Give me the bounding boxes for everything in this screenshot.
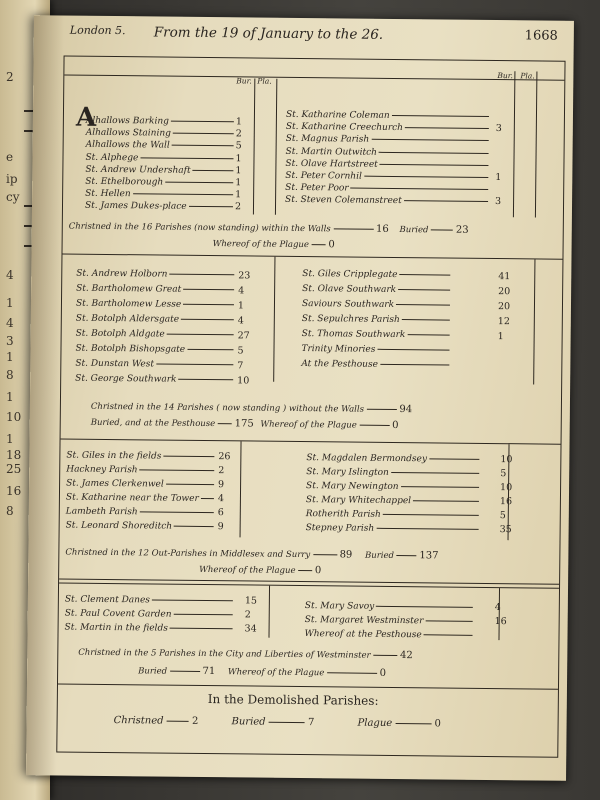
burial-count: 5 [235,140,242,152]
christned-count: 94 [399,404,413,416]
parish-name: St. Ethelborough [85,176,164,188]
parish-name: St. Peter Cornhil [285,170,362,182]
summary-text: Whereof of the Plague [227,667,325,679]
burial-count: 35 [499,524,512,536]
leader-rule [181,319,234,321]
burial-count: 1 [495,171,502,184]
leader-rule [169,274,234,276]
parish-name: St. Magdalen Bermondsey [306,453,428,465]
section3-right-column [305,451,513,537]
leader-rule [380,364,449,366]
parish-name: St. Peter Poor [285,182,349,194]
parish-name: Whereof at the Pesthouse [304,629,422,641]
burial-count: 34 [244,623,257,635]
leader-rule [178,379,233,381]
parish-name: Alhallows Barking [85,115,170,127]
col-head-bur: Bur. [236,76,252,86]
parish-row [75,342,244,359]
parish-row [304,627,473,643]
section1-plague [213,238,335,250]
parish-name: Rotherith Parish [305,509,381,520]
parish-name: St. Bartholomew Lesse [75,298,182,310]
bill-of-mortality-page [26,15,574,781]
parish-row [65,505,224,521]
leader-rule [187,349,233,350]
parish-name: St. Giles Cripplegate [302,269,398,281]
leader-rule [407,334,449,335]
parish-name: St. Botolph Aldersgate [75,313,180,325]
leader-rule [377,349,449,351]
leader-rule [183,289,234,291]
facing-page-text: 1 [6,296,14,310]
summary-text: Whereof of the Plague [260,419,357,431]
burial-count: 16 [499,496,513,508]
burial-count: 10 [500,482,513,494]
leader-rule [429,458,479,460]
parish-name: St. Margaret Westminster [304,615,424,627]
parish-name: Hackney Parish [66,464,138,476]
leader-rule [371,139,488,141]
parish-name: St. Andrew Undershaft [85,164,191,176]
parish-row [301,327,504,344]
plague-count: 0 [434,718,442,730]
facing-page-text: 3 [6,334,14,348]
facing-page-text: 10 [6,410,22,424]
burial-count: 3 [495,196,502,208]
leader-rule [173,133,234,135]
burial-count: 10 [500,454,513,466]
section4-left-column [64,593,258,637]
burial-count: 12 [497,316,510,328]
leader-rule [172,145,234,147]
parish-row [76,282,245,299]
facing-page-text: 16 [6,484,22,498]
parish-name: St. Olave Hartstreet [285,158,378,170]
burial-count: 1 [497,331,504,343]
burial-count: 2 [218,465,225,477]
parish-row [64,621,257,637]
parish-row [66,449,231,465]
parish-name: St. James Dukes-place [84,201,187,213]
christned-count: 89 [339,549,353,561]
col-rule [275,79,277,215]
burial-count: 1 [235,177,242,189]
parish-name: St. Magnus Parish [285,134,370,146]
col-rule [273,257,275,382]
burial-count: 2 [234,201,242,213]
burial-count: 1 [235,152,242,164]
facing-page-text: 25 [6,462,22,476]
burial-count: 6 [217,507,224,519]
leader-rule [165,182,233,184]
leader-rule [392,115,489,117]
parish-row [84,200,242,214]
divider [64,75,564,81]
leader-rule [140,157,233,159]
parish-name: St. Steven Colemanstreet [285,195,402,207]
header-year: 1668 [524,28,558,44]
parish-name: St. Dunstan West [75,358,155,370]
facing-page-text: 1 [6,350,14,364]
section4-right-column [304,599,507,643]
col-rule [535,71,538,217]
parish-name: St. Andrew Holborn [76,268,168,280]
buried-count: 7 [307,717,315,729]
burial-count: 9 [218,479,225,491]
leader-rule [140,511,214,513]
parish-name: St. Hellen [85,188,131,200]
burial-count: 5 [237,345,244,357]
parish-row [305,521,512,537]
burial-count: 16 [494,616,507,628]
facing-page-text: 1 [6,390,14,404]
col-rule [253,79,255,215]
parish-name: St. Botolph Bishopsgate [75,343,186,355]
leader-rule [166,484,214,486]
facing-page-text: 8 [6,504,14,518]
parish-name: St. Sepulchres Parish [301,314,400,326]
parish-row [75,297,245,314]
leader-rule [376,528,478,530]
leader-rule [383,514,479,516]
plague-count: 0 [314,565,322,577]
burial-count: 10 [237,375,250,387]
burial-count: 20 [497,301,511,313]
col-head-pla: Pla. [257,76,272,86]
page-title: From the 19 of January to the 26. [153,24,384,43]
parish-name: Lambeth Parish [65,506,138,518]
burial-count: 3 [495,123,502,135]
parish-name: St. Mary Savoy [304,601,375,612]
burial-count: 4 [494,602,501,614]
parish-name: St. Olave Southwark [302,284,397,296]
summary-text: Christned in the 12 Out-Parishes in Middlesex and Surry [65,547,311,561]
burial-count: 1 [235,189,242,201]
section4-buried [138,665,386,679]
leader-rule [193,170,234,171]
parish-name: St. Bartholomew Great [76,283,182,295]
section2-christned [91,401,412,415]
header-left: London 5. [69,23,126,38]
christned-count: 16 [376,223,389,235]
col-rule [240,441,242,537]
summary-text: Christned in the 16 Parishes (now standing) within the Walls [68,221,331,235]
section3-christned [65,547,438,562]
facing-page-text: ip [6,172,18,186]
leader-rule [189,206,233,207]
burial-count: 2 [235,128,242,140]
buried-label: Buried [138,666,168,677]
leader-rule [380,164,489,166]
parish-row [76,267,251,284]
leader-rule [399,274,450,276]
parish-name: St. Mary Islington [306,467,389,478]
burial-count: 7 [237,360,244,372]
burial-count: 23 [238,270,251,282]
leader-rule [140,469,215,471]
leader-rule [183,304,234,306]
leader-rule [201,498,214,499]
leader-rule [163,456,214,458]
parish-name: St. Mary Newington [306,481,399,493]
parish-row [65,519,224,535]
leader-rule [351,188,489,190]
leader-rule [404,200,488,202]
parish-row [75,372,250,389]
parish-name: St. Katharine Creechurch [285,122,404,134]
section3-left-column [65,449,231,535]
parish-name: St. Clement Danes [64,594,150,606]
burial-count: 9 [217,521,224,533]
parish-name: St. Katharine Coleman [285,109,390,121]
leader-rule [133,193,233,195]
burial-count: 41 [498,271,511,283]
parish-name: St. Paul Covent Garden [64,608,172,620]
buried-label: Buried [399,225,429,236]
leader-rule [425,620,472,621]
facing-page-text: 2 [6,70,14,84]
leader-rule [413,500,479,502]
table-frame [56,56,565,758]
leader-rule [405,127,489,129]
burial-count: 1 [235,116,242,128]
parish-row [75,327,250,344]
parish-row [301,297,511,314]
divider [61,438,561,444]
col-rule [513,71,516,217]
leader-rule [156,363,233,365]
parish-row [301,342,449,359]
leader-rule [402,319,450,321]
parish-name: Saviours Southwark [301,299,395,310]
burial-count: 26 [218,451,231,463]
col-head-pla: Pla. [520,71,535,81]
parish-name: At the Pesthouse [301,359,378,370]
parish-name: Trinity Minories [301,344,376,355]
leader-rule [174,526,214,527]
section3-plague [199,564,321,576]
parish-name: St. George Southwark [75,373,177,385]
buried-count: 175 [234,418,254,430]
leader-rule [391,472,479,474]
plague-count: 0 [392,419,399,432]
summary-text: Buried, and at the Pesthouse [90,417,216,430]
section1-left-column [84,115,242,214]
divider [62,254,562,260]
facing-page-text: e [6,150,14,164]
burial-count: 1 [235,165,242,177]
leader-rule [398,289,450,291]
parish-name: St. James Clerkenwel [66,478,164,490]
section1-christned [69,221,469,236]
facing-page-text: 4 [6,268,14,282]
leader-rule [379,151,489,153]
summary-text: Whereof of the Plague [199,564,296,576]
section2-right-column [301,267,511,374]
burial-count: 4 [217,493,225,505]
burial-count: 5 [500,468,507,480]
leader-rule [152,599,233,601]
facing-page-text: 4 [6,316,14,330]
summary-text: Christned in the 5 Parishes in the City and Liberties of Westminster [78,647,371,661]
parish-name: St. Mary Whitechappel [305,495,412,507]
facing-page-text: cy [6,190,20,204]
parish-name: St. Martin Outwitch [285,146,378,158]
buried-label: Buried [231,716,266,728]
section4-christned [78,647,413,662]
christned-count: 2 [191,715,199,727]
section2-left-column [75,267,251,389]
summary-text: Whereof of the Plague [212,239,309,251]
facing-page-text: 8 [6,368,14,382]
parish-row [66,463,225,479]
leader-rule [396,304,450,306]
leader-rule [170,628,233,630]
summary-text: Christned in the 14 Parishes ( now standing ) without the Walls [90,401,365,415]
col-rule [533,259,535,384]
parish-name: Stepney Parish [305,523,375,534]
burial-count: 20 [498,286,511,298]
leader-rule [376,606,473,608]
parish-row [75,357,244,374]
leader-rule [364,176,488,178]
parish-name: St. Alphege [85,152,139,163]
parish-name: St. Botolph Aldgate [75,328,165,340]
burial-count: 1 [237,300,245,312]
parish-name: St. Katharine near the Tower [65,492,199,504]
buried-count: 23 [455,224,469,236]
christned-label: Christned [113,715,164,727]
section1-right-column [285,109,502,209]
parish-name: St. Martin in the fields [64,622,168,634]
divider [58,683,558,689]
leader-rule [167,334,234,336]
plague-count: 0 [328,239,335,251]
parish-row [65,491,225,507]
demolished-title: In the Demolished Parishes: [207,692,379,708]
burial-count: 5 [499,510,506,522]
facing-page-text: 18 [6,448,22,462]
parish-name: St. Thomas Southwark [301,329,406,341]
parish-row [301,357,449,374]
leader-rule [401,486,479,488]
buried-count: 137 [419,550,439,562]
drop-cap: A [75,102,97,133]
burial-count: 15 [244,595,258,607]
burial-count: 27 [237,330,250,342]
parish-name: St. Giles in the fields [66,450,162,462]
section2-buried [91,417,399,431]
parish-name: St. Leonard Shoreditch [65,520,173,532]
parish-row [301,312,510,329]
buried-label: Buried [364,550,395,561]
buried-count: 71 [202,665,216,678]
leader-rule [424,634,473,636]
burial-count: 4 [238,285,245,297]
leader-rule [174,614,233,616]
parish-row [285,194,502,208]
col-head-bur: Bur. [497,71,513,81]
parish-row [302,282,511,299]
parish-name: Alhallows Staining [85,127,171,139]
christned-count: 42 [400,650,413,662]
leader-rule [171,121,234,123]
burial-count: 4 [237,315,244,327]
facing-page-text: 1 [6,432,14,446]
demolished-counts [114,715,441,729]
col-rule [268,586,270,638]
plague-label: Plague [357,717,393,729]
parish-row [75,312,244,329]
burial-count: 2 [244,609,251,621]
parish-row [66,477,225,493]
parish-name: Alhallows the Wall [85,140,170,151]
plague-count: 0 [379,667,387,679]
parish-row [302,267,511,284]
